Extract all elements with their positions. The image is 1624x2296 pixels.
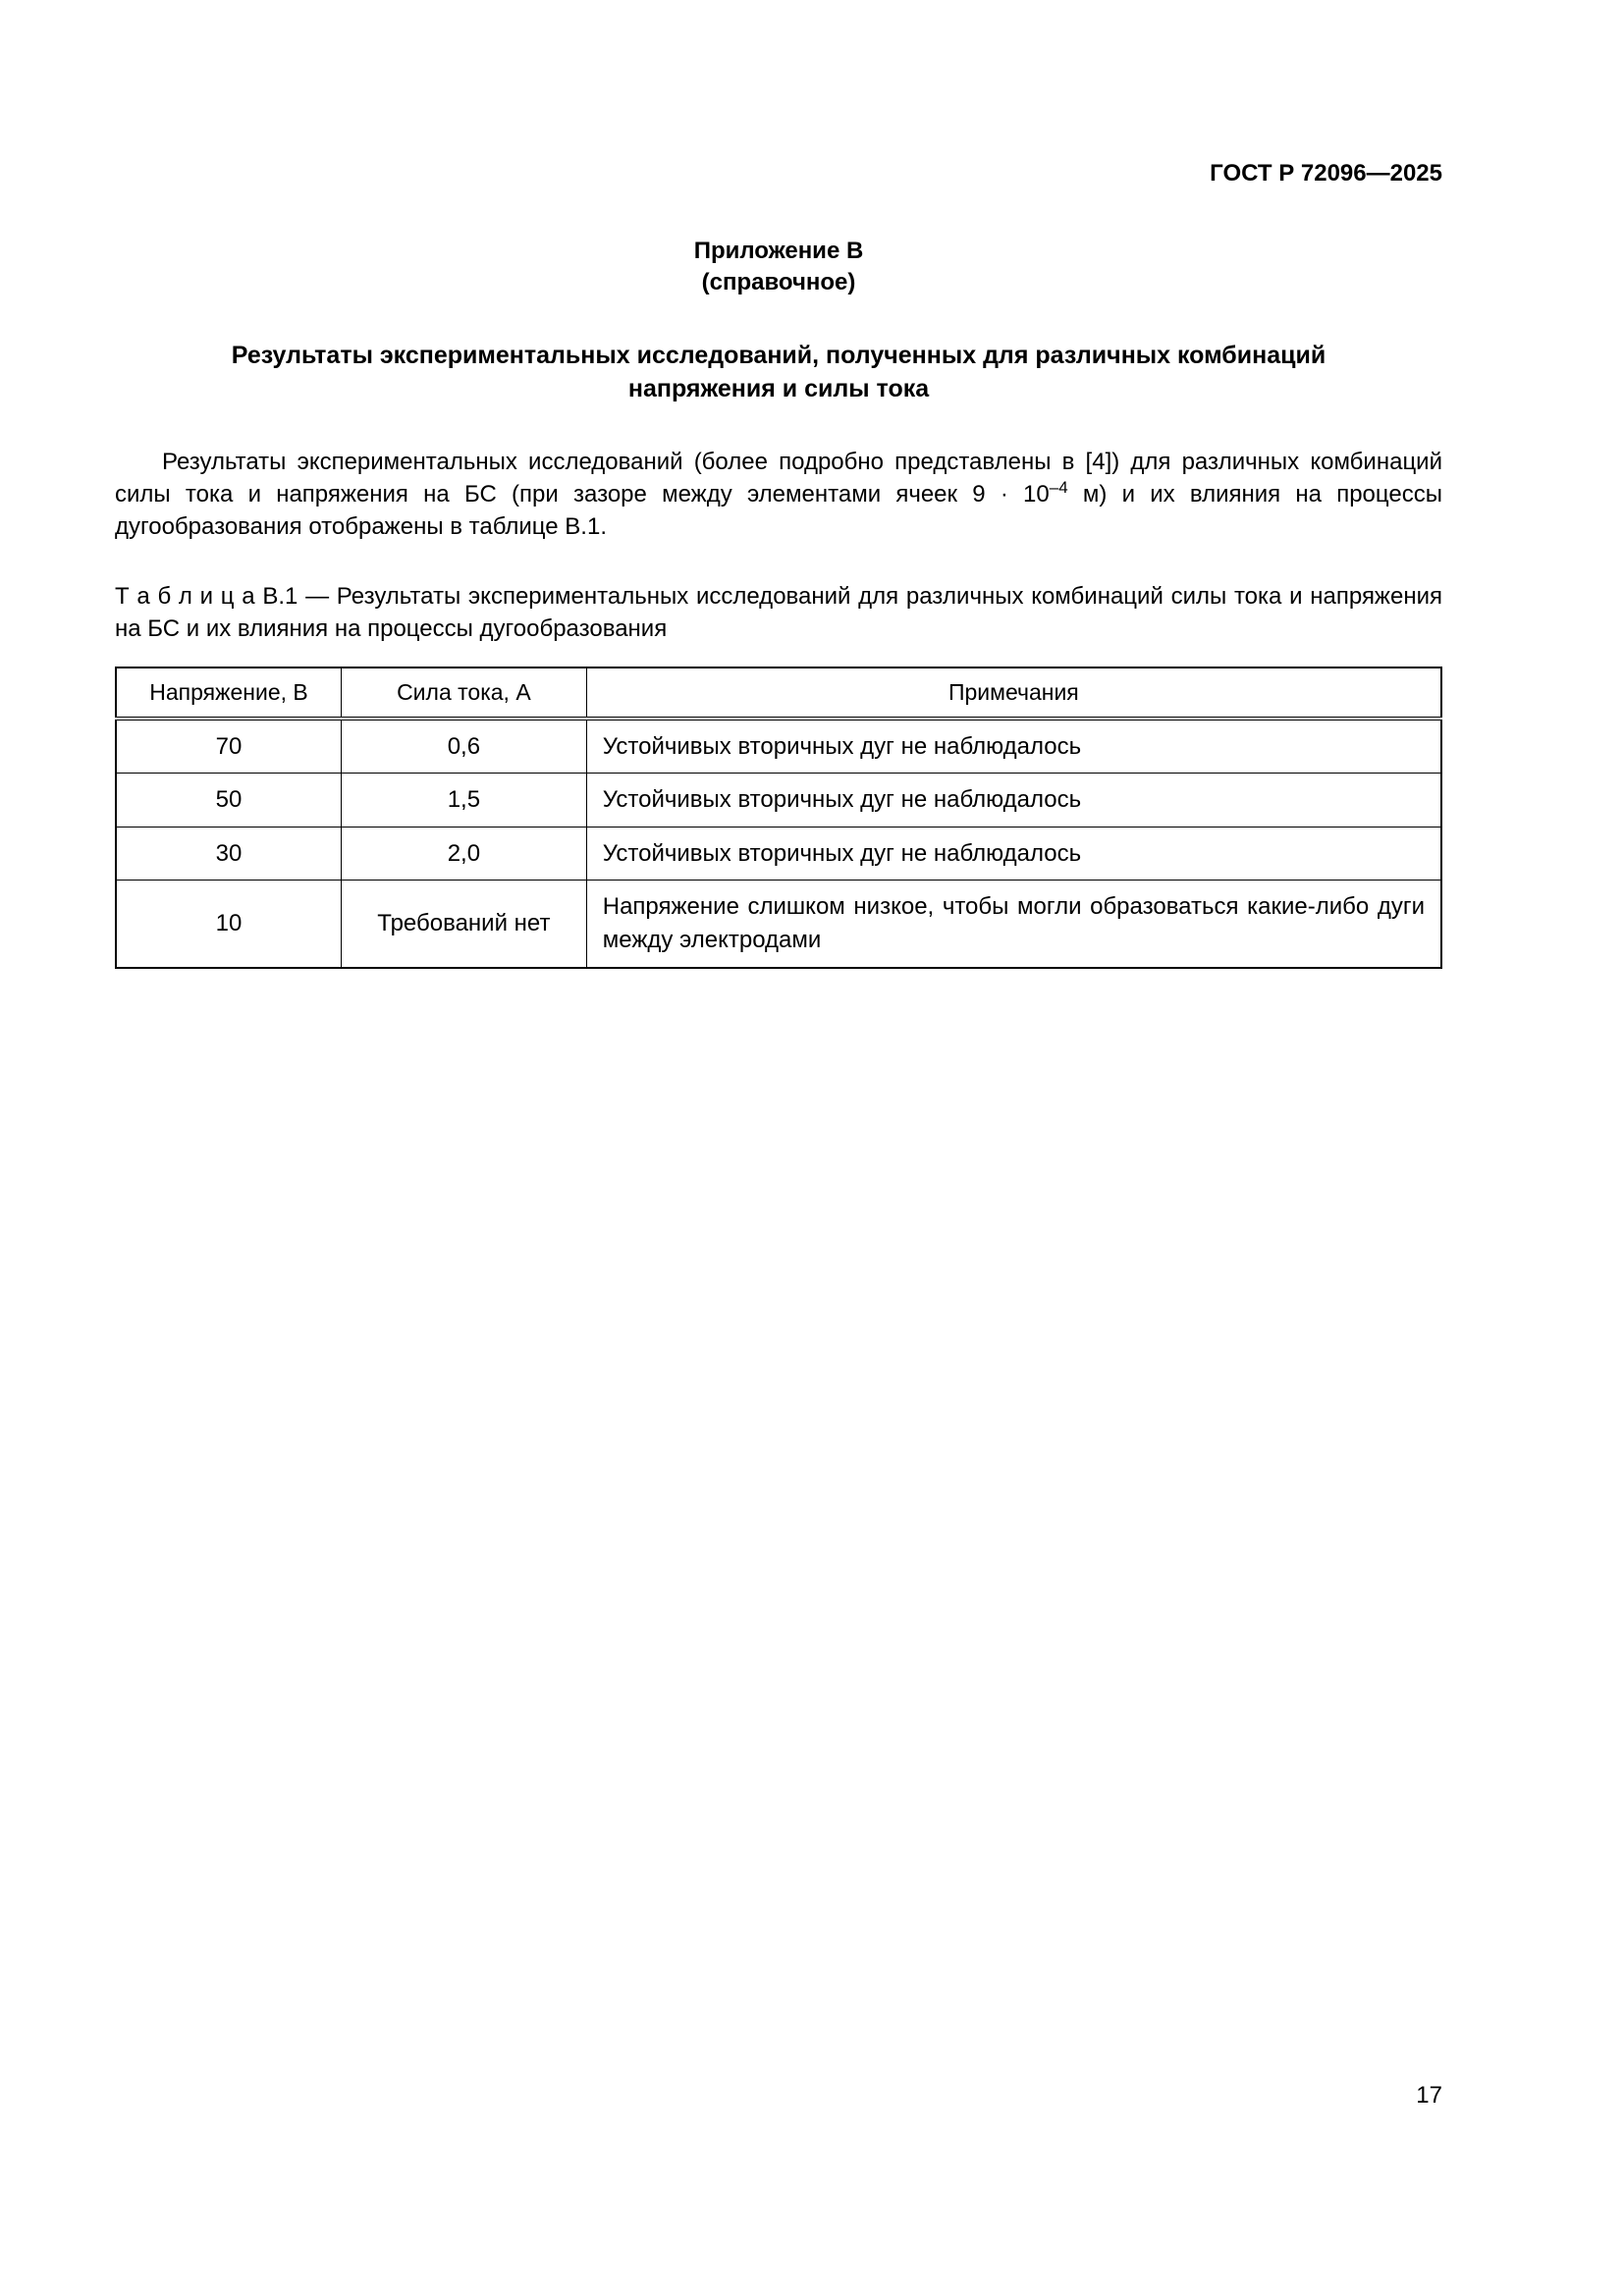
section-title-line2: напряжения и силы тока [627,375,930,403]
cell-current: 2,0 [342,827,587,881]
table-header-current: Сила тока, А [342,667,587,718]
cell-current: Требований нет [342,881,587,968]
page-number: 17 [1416,2082,1442,2109]
cell-note: Устойчивых вторичных дуг не наблюдалось [586,774,1441,828]
appendix-heading [115,236,1442,299]
intro-paragraph [115,446,1442,543]
cell-voltage: 10 [116,881,342,968]
cell-voltage: 50 [116,774,342,828]
exponent-superscript: –4 [1049,477,1068,497]
results-table-head [116,667,1441,718]
table-header-voltage: Напряжение, В [116,667,342,718]
section-title [115,340,1442,406]
section-title-line1: Результаты экспериментальных исследований, полученных для различных комбинаций [231,342,1326,370]
cell-note: Устойчивых вторичных дуг не наблюдалось [586,827,1441,881]
table-header-row [116,667,1441,718]
cell-note: Устойчивых вторичных дуг не наблюдалось [586,719,1441,774]
table-row [116,881,1441,968]
standard-reference: ГОСТ Р 72096—2025 [1210,160,1442,187]
results-table-body [116,719,1441,968]
appendix-label: Приложение В [693,237,864,264]
cell-current: 0,6 [342,719,587,774]
page-content [115,157,1442,969]
cell-voltage: 70 [116,719,342,774]
table-row [116,774,1441,828]
table-row [116,719,1441,774]
table-header-notes: Примечания [586,667,1441,718]
results-table [115,667,1442,968]
table-caption: Т а б л и ц а В.1 — Результаты экспериментальных исследований для различных комбинаций силы тока и напряжения на БС и их влияния на процессы дугообразования [115,583,1442,643]
cell-voltage: 30 [116,827,342,881]
intro-paragraph-text-start: Результаты экспериментальных исследований (более подробно представлены в [4]) для различных комбинаций силы тока и напряжения на БС (при зазоре между элементами ячеек 9 · 10 [115,448,1442,507]
cell-current: 1,5 [342,774,587,828]
cell-note: Напряжение слишком низкое, чтобы могли образоваться какие-либо дуги между электродами [586,881,1441,968]
intro-paragraph-text-end: м) и их влияния на процессы дугообразования отображены в таблице В.1. [115,480,1442,541]
table-row [116,827,1441,881]
appendix-kind: (справочное) [701,268,856,295]
